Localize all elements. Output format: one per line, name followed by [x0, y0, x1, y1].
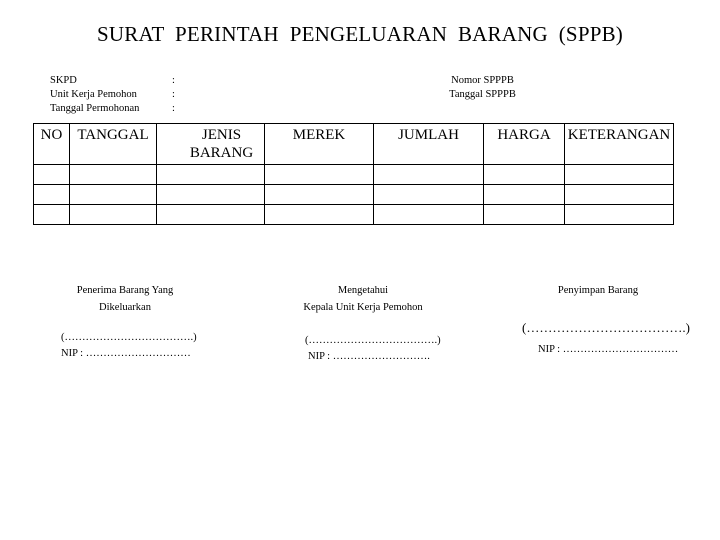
table-cell[interactable] [34, 165, 70, 185]
keeper-nip: NIP : …………………………… [538, 344, 679, 355]
header-no: NO [34, 124, 70, 165]
table-row [34, 165, 674, 185]
approver-title-line-2: Kepala Unit Kerja Pemohon [303, 302, 423, 313]
table-cell[interactable] [157, 165, 265, 185]
receiver-title-line-1: Penerima Barang Yang [76, 285, 174, 296]
table-cell[interactable] [34, 185, 70, 205]
header-harga: HARGA [484, 124, 565, 165]
table-cell[interactable] [374, 185, 484, 205]
approver-signature-blank: (……………………………….) [305, 335, 441, 346]
table-cell[interactable] [374, 165, 484, 185]
header-keterangan: KETERANGAN [565, 124, 674, 165]
table-row [34, 185, 674, 205]
skpd-colon: : [172, 75, 175, 86]
header-merek: MEREK [265, 124, 374, 165]
table-header-row [34, 124, 674, 165]
approver-signature-title [278, 282, 448, 316]
receiver-title-line-2: Dikeluarkan [99, 302, 151, 313]
receiver-signature-title [45, 282, 205, 316]
table-cell[interactable] [374, 205, 484, 225]
nomor-spppb-label: Nomor SPPPB [451, 75, 514, 86]
table-cell[interactable] [265, 185, 374, 205]
table-cell[interactable] [70, 185, 157, 205]
unit-kerja-pemohon-colon: : [172, 89, 175, 100]
table-cell[interactable] [70, 205, 157, 225]
approver-title-line-1: Mengetahui [337, 285, 389, 296]
table-cell[interactable] [265, 165, 374, 185]
tanggal-permohonan-colon: : [172, 103, 175, 114]
skpd-label: SKPD [50, 75, 77, 86]
unit-kerja-pemohon-label: Unit Kerja Pemohon [50, 89, 137, 100]
table-cell[interactable] [484, 205, 565, 225]
info-right-labels [420, 74, 545, 102]
keeper-signature-title [528, 282, 668, 299]
tanggal-permohonan-label: Tanggal Permohonan [50, 103, 140, 114]
info-left-colons [172, 74, 175, 116]
table-cell[interactable] [484, 185, 565, 205]
receiver-signature-blank: (……………………………….) [61, 332, 197, 343]
header-tanggal: TANGGAL [70, 124, 157, 165]
table-cell[interactable] [157, 185, 265, 205]
table-cell[interactable] [565, 205, 674, 225]
header-jumlah: JUMLAH [374, 124, 484, 165]
tanggal-spppb-label: Tanggal SPPPB [449, 89, 516, 100]
table-cell[interactable] [565, 165, 674, 185]
header-jenis-barang: JENIS BARANG [157, 124, 265, 165]
table-cell[interactable] [157, 205, 265, 225]
table-cell[interactable] [484, 165, 565, 185]
table-cell[interactable] [265, 205, 374, 225]
table-cell[interactable] [565, 185, 674, 205]
table-row [34, 205, 674, 225]
info-left-labels [50, 74, 139, 116]
table-cell[interactable] [34, 205, 70, 225]
approver-nip: NIP : ………………………. [308, 351, 430, 362]
keeper-signature-blank: (……………………………….) [522, 320, 690, 335]
document-title: SURAT PERINTAH PENGELUARAN BARANG (SPPB) [97, 22, 623, 46]
receiver-nip: NIP : ………………………… [61, 348, 191, 359]
items-table [33, 123, 674, 225]
table-cell[interactable] [70, 165, 157, 185]
keeper-title-line-1: Penyimpan Barang [557, 285, 639, 296]
